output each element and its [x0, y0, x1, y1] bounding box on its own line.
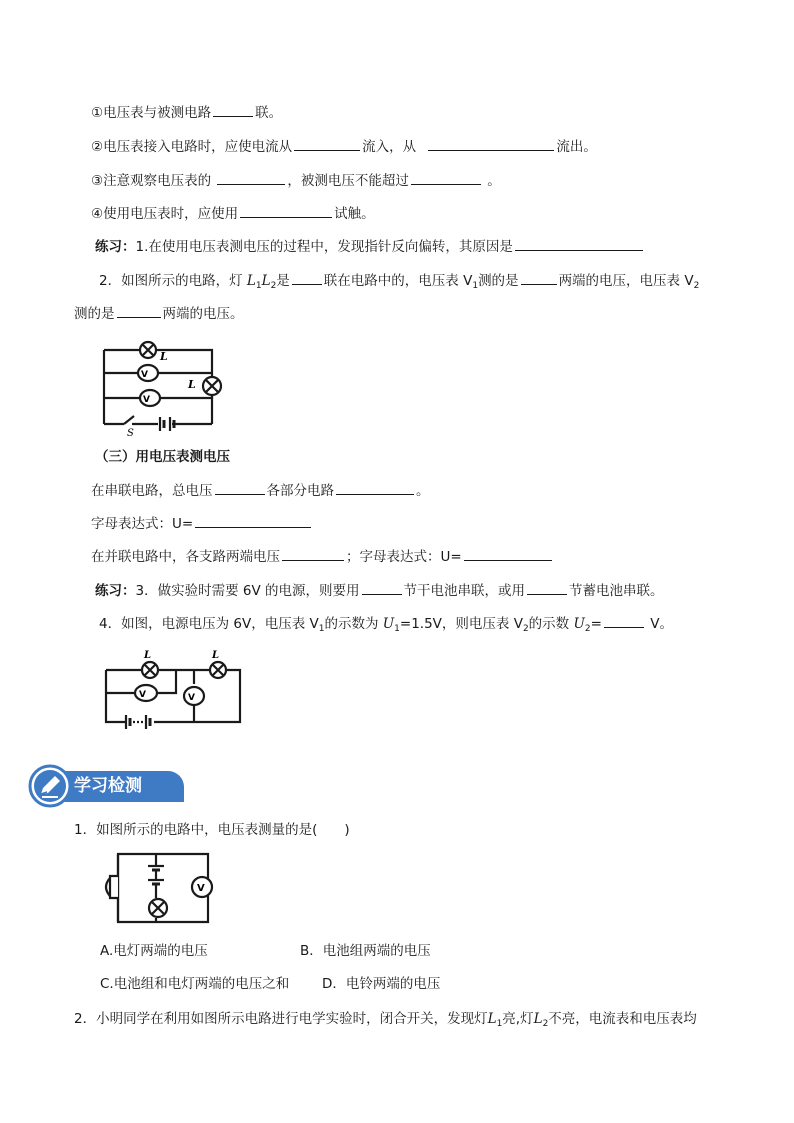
answer-blank[interactable] — [240, 203, 332, 218]
series-voltage-line: 在串联电路，总电压 各部分电路 。 — [91, 480, 430, 501]
q2-line: ②电压表接入电路时，应使电流从 流入，从 流出。 — [91, 136, 597, 157]
practice-1-line: 练习：1.在使用电压表测电压的过程中，发现指针反向偏转，其原因是 — [95, 236, 645, 257]
answer-blank[interactable] — [215, 480, 265, 495]
answer-blank[interactable] — [195, 513, 311, 528]
answer-blank[interactable] — [117, 303, 161, 318]
svg-text:L: L — [212, 650, 220, 661]
option-b[interactable]: B．电池组两端的电压 — [300, 943, 431, 959]
answer-blank[interactable] — [521, 270, 557, 285]
circuit-diagram-3 — [98, 850, 230, 928]
svg-text:V: V — [141, 370, 148, 380]
svg-text:S: S — [127, 428, 134, 438]
parallel-voltage-line: 在并联电路中，各支路两端电压 ；字母表达式：U= — [91, 546, 554, 567]
svg-text:L: L — [188, 378, 196, 391]
q3-line: ③注意观察电压表的 ，被测电压不能超过 。 — [91, 170, 501, 191]
answer-blank[interactable] — [527, 580, 567, 595]
svg-text:V: V — [188, 693, 195, 703]
svg-text:V: V — [139, 690, 146, 700]
answer-blank[interactable] — [213, 102, 253, 117]
option-a[interactable]: A.电灯两端的电压 — [100, 943, 208, 959]
answer-blank[interactable] — [428, 136, 554, 151]
answer-blank[interactable] — [362, 580, 402, 595]
svg-text:L: L — [160, 350, 168, 363]
option-d[interactable]: D．电铃两端的电压 — [322, 976, 441, 992]
banner-title: 学习检测 — [74, 776, 142, 796]
answer-blank[interactable] — [604, 613, 644, 628]
check-q2: 2．小明同学在利用如图所示电路进行电学实验时，闭合开关，发现灯$L_1$亮,灯$L_2$不亮，电流表和电压表均 — [74, 1011, 697, 1029]
circuit-diagram-2 — [98, 646, 246, 730]
answer-blank[interactable] — [217, 170, 285, 185]
section-3-title: （三）用电压表测电压 — [95, 449, 230, 465]
svg-text:V: V — [197, 883, 205, 894]
practice-2-line: 2．如图所示的电路，灯 $L_1L_2$是 联在电路中的，电压表 $V_1$测的是 两端的电压，电压表 $V_2$ — [99, 270, 699, 296]
svg-text:L: L — [144, 650, 152, 661]
practice-2-line-cont: 测的是 两端的电压。 — [74, 303, 244, 324]
q4-line: ④使用电压表时，应使用 试触。 — [91, 203, 375, 224]
pencil-icon — [28, 764, 72, 808]
practice-4-line: 4．如图，电源电压为 6V，电压表 $V_1$的示数为 $U_1=1.5V$，则电压表 $V_2$的示数 $U_2= V$。 — [99, 613, 673, 639]
answer-blank[interactable] — [336, 480, 414, 495]
circuit-diagram-1 — [96, 338, 232, 438]
practice-3-line: 练习：3．做实验时需要 6V 的电源，则要用 节干电池串联，或用 节蓄电池串联。 — [95, 580, 664, 601]
answer-blank[interactable] — [282, 546, 344, 561]
q1-line: ①电压表与被测电路 联。 — [91, 102, 282, 123]
study-check-banner — [28, 764, 184, 808]
answer-blank[interactable] — [411, 170, 481, 185]
answer-blank[interactable] — [464, 546, 552, 561]
answer-blank[interactable] — [515, 236, 643, 251]
answer-blank[interactable] — [292, 270, 322, 285]
answer-blank[interactable] — [294, 136, 360, 151]
option-c[interactable]: C.电池组和电灯两端的电压之和 — [100, 976, 290, 992]
check-q1: 1．如图所示的电路中，电压表测量的是( ) — [74, 822, 350, 838]
formula-line: 字母表达式：U= — [91, 513, 313, 534]
svg-text:V: V — [143, 395, 150, 405]
